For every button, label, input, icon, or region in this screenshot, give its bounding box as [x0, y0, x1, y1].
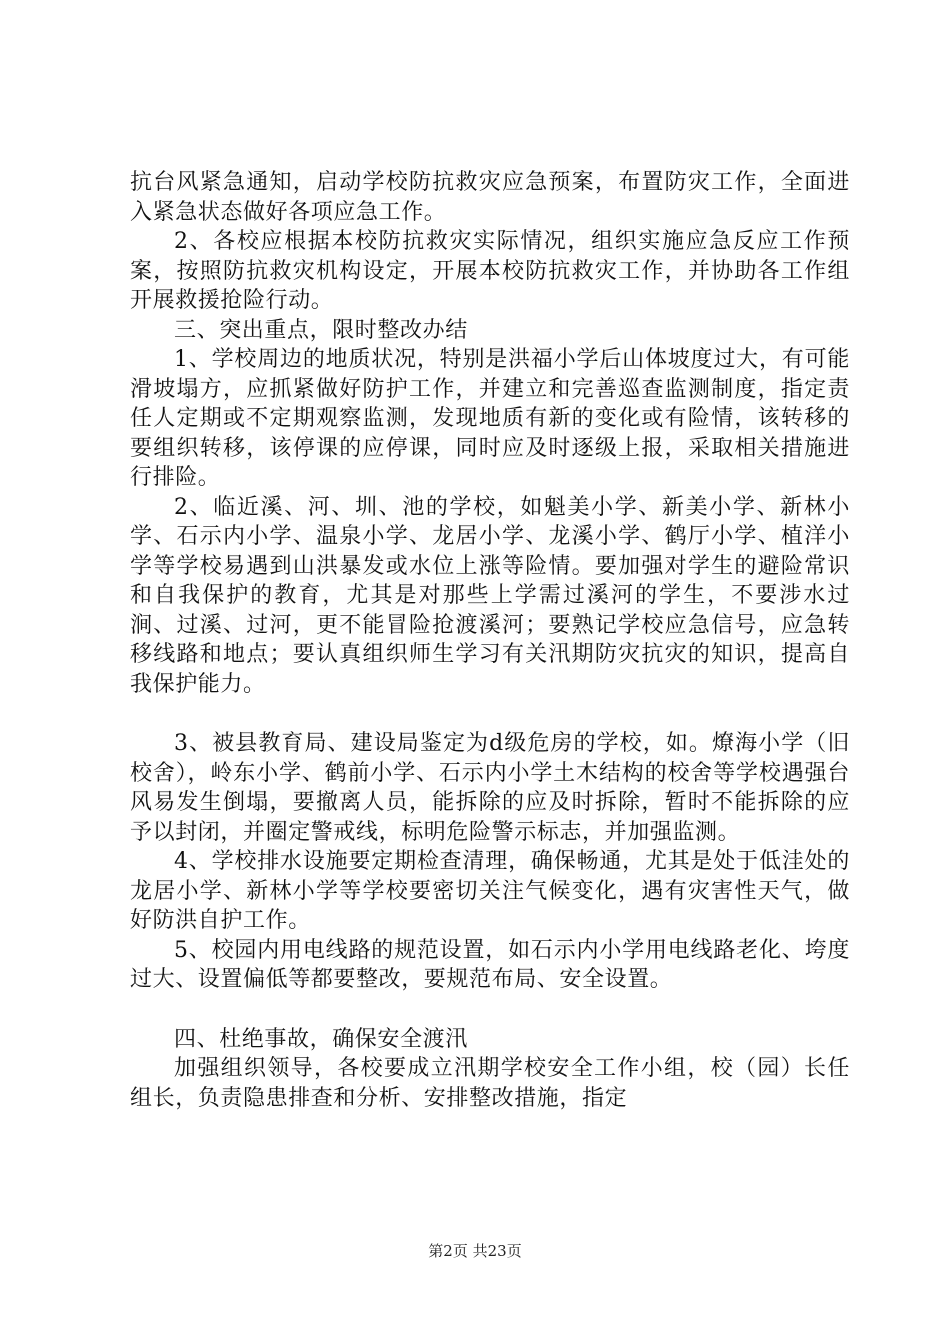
- section-heading-3: 三、突出重点，限时整改办结: [174, 317, 468, 343]
- paragraph-2: 2、各校应根据本校防抗救灾实际情况，组织实施应急反应工作预案，按照防抗救灾机构设定，开展本校防抗救灾工作，并协助各工作组开展救援抢险行动。: [130, 229, 850, 313]
- paragraph-3-5: 5、校园内用电线路的规范设置，如石示内小学用电线路老化、垮度过大、设置偏低等都要整改，要规范布局、安全设置。: [130, 937, 850, 992]
- paragraph-3-3: 3、被县教育局、建设局鉴定为d级危房的学校，如。燎海小学（旧校舍），岭东小学、鹤前小学、石示内小学土木结构的校舍等学校遇强台风易发生倒塌，要撤离人员，能拆除的应及时拆除，暂时不能拆除的应予以封闭，并圈定警戒线，标明危险警示标志，并加强监测。: [130, 731, 850, 845]
- paragraph-4-1: 加强组织领导，各校要成立汛期学校安全工作小组，校（园）长任组长，负责隐患排查和分析、安排整改措施，指定: [130, 1056, 850, 1111]
- paragraph-3-1: 1、学校周边的地质状况，特别是洪福小学后山体坡度过大，有可能滑坡塌方，应抓紧做好防护工作，并建立和完善巡查监测制度，指定责任人定期或不定期观察监测，发现地质有新的变化或有险情，该转移的要组织转移，该停课的应停课，同时应及时逐级上报，采取相关措施进行排险。: [130, 347, 850, 490]
- paragraph-gap: [130, 699, 850, 729]
- section-heading-4: 四、杜绝事故，确保安全渡汛: [174, 1026, 468, 1052]
- paragraph-3-4: 4、学校排水设施要定期检查清理，确保畅通，尤其是处于低洼处的龙居小学、新林小学等学校要密切关注气候变化，遇有灾害性天气，做好防洪自护工作。: [130, 849, 850, 933]
- paragraph-3-2: 2、临近溪、河、圳、池的学校，如魁美小学、新美小学、新林小学、石示内小学、温泉小学、龙居小学、龙溪小学、鹤厅小学、植洋小学等学校易遇到山洪暴发或水位上涨等险情。要加强对学生的避险常识和自我保护的教育，尤其是对那些上学需过溪河的学生，不要涉水过涧、过溪、过河，更不能冒险抢渡溪河；要熟记学校应急信号，应急转移线路和地点；要认真组织师生学习有关汛期防灾抗灾的知识，提高自我保护能力。: [130, 494, 850, 697]
- paragraph-1: 抗台风紧急通知，启动学校防抗救灾应急预案，布置防灾工作，全面进入紧急状态做好各项应急工作。: [130, 170, 850, 225]
- document-body: [130, 168, 850, 1113]
- paragraph-gap: [130, 995, 850, 1025]
- page-number-footer: 第2页 共23页: [428, 1242, 522, 1260]
